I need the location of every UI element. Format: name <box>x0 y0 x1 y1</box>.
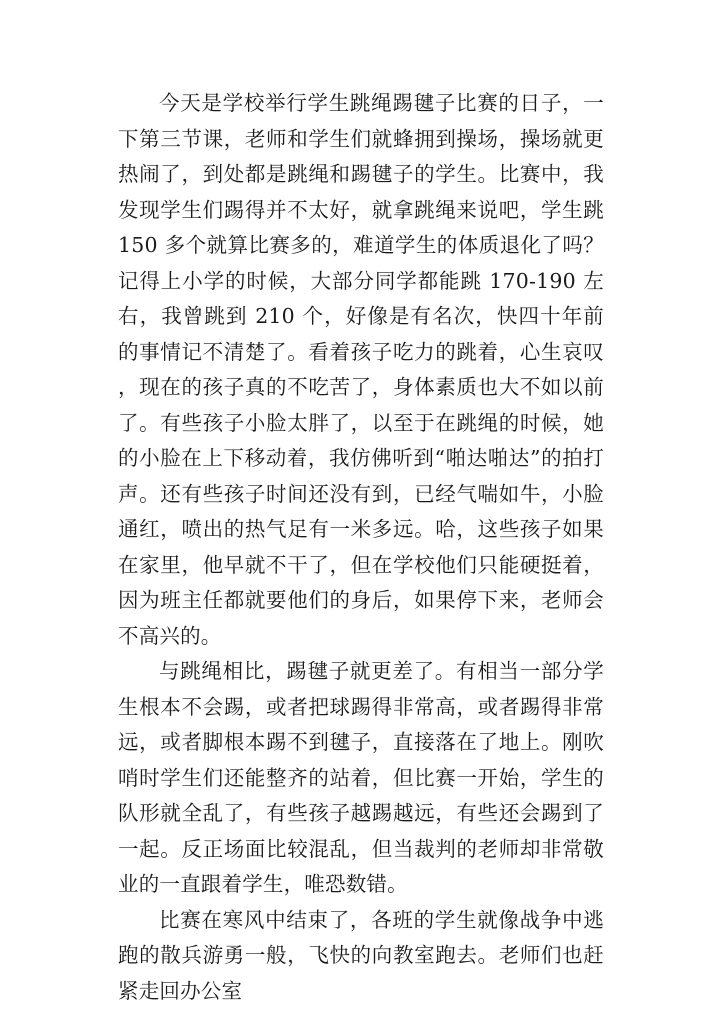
paragraph-2: 与跳绳相比，踢毽子就更差了。有相当一部分学生根本不会踢，或者把球踢得非常高，或者踢得非常远，或者脚根本踢不到毽子，直接落在了地上。刚吹哨时学生们还能整齐的站着，但比赛一开始，学生的队形就全乱了，有些孩子越踢越远，有些还会踢到了一起。反正场面比较混乱，但当裁判的老师却非常敬业的一直跟着学生，唯恐数错。 <box>118 659 604 896</box>
document-body <box>118 86 604 1009</box>
paragraph-1: 今天是学校举行学生跳绳踢毽子比赛的日子，一下第三节课，老师和学生们就蜂拥到操场，操场就更热闹了，到处都是跳绳和踢毽子的学生。比赛中，我发现学生们踢得并不太好，就拿跳绳来说吧，学生跳 150 多个就算比赛多的，难道学生的体质退化了吗？记得上小学的时候，大部分同学都能跳 170-190 左右，我曾跳到 210 个，好像是有名次，快四十年前的事情记不清楚了。看着孩子吃力的跳着，心生哀叹，现在的孩子真的不吃苦了，身体素质也大不如以前了。有些孩子小脸太胖了，以至于在跳绳的时候，她的小脸在上下移动着，我仿佛听到“啪达啪达”的拍打声。还有些孩子时间还没有到，已经气喘如牛，小脸通红，喷出的热气足有一米多远。哈，这些孩子如果在家里，他早就不干了，但在学校他们只能硬挺着，因为班主任都就要他们的身后，如果停下来，老师会不高兴的。 <box>118 91 604 648</box>
paragraph-3: 比赛在寒风中结束了，各班的学生就像战争中逃跑的散兵游勇一般，飞快的向教室跑去。老师们也赶紧走回办公室 <box>118 907 604 1003</box>
